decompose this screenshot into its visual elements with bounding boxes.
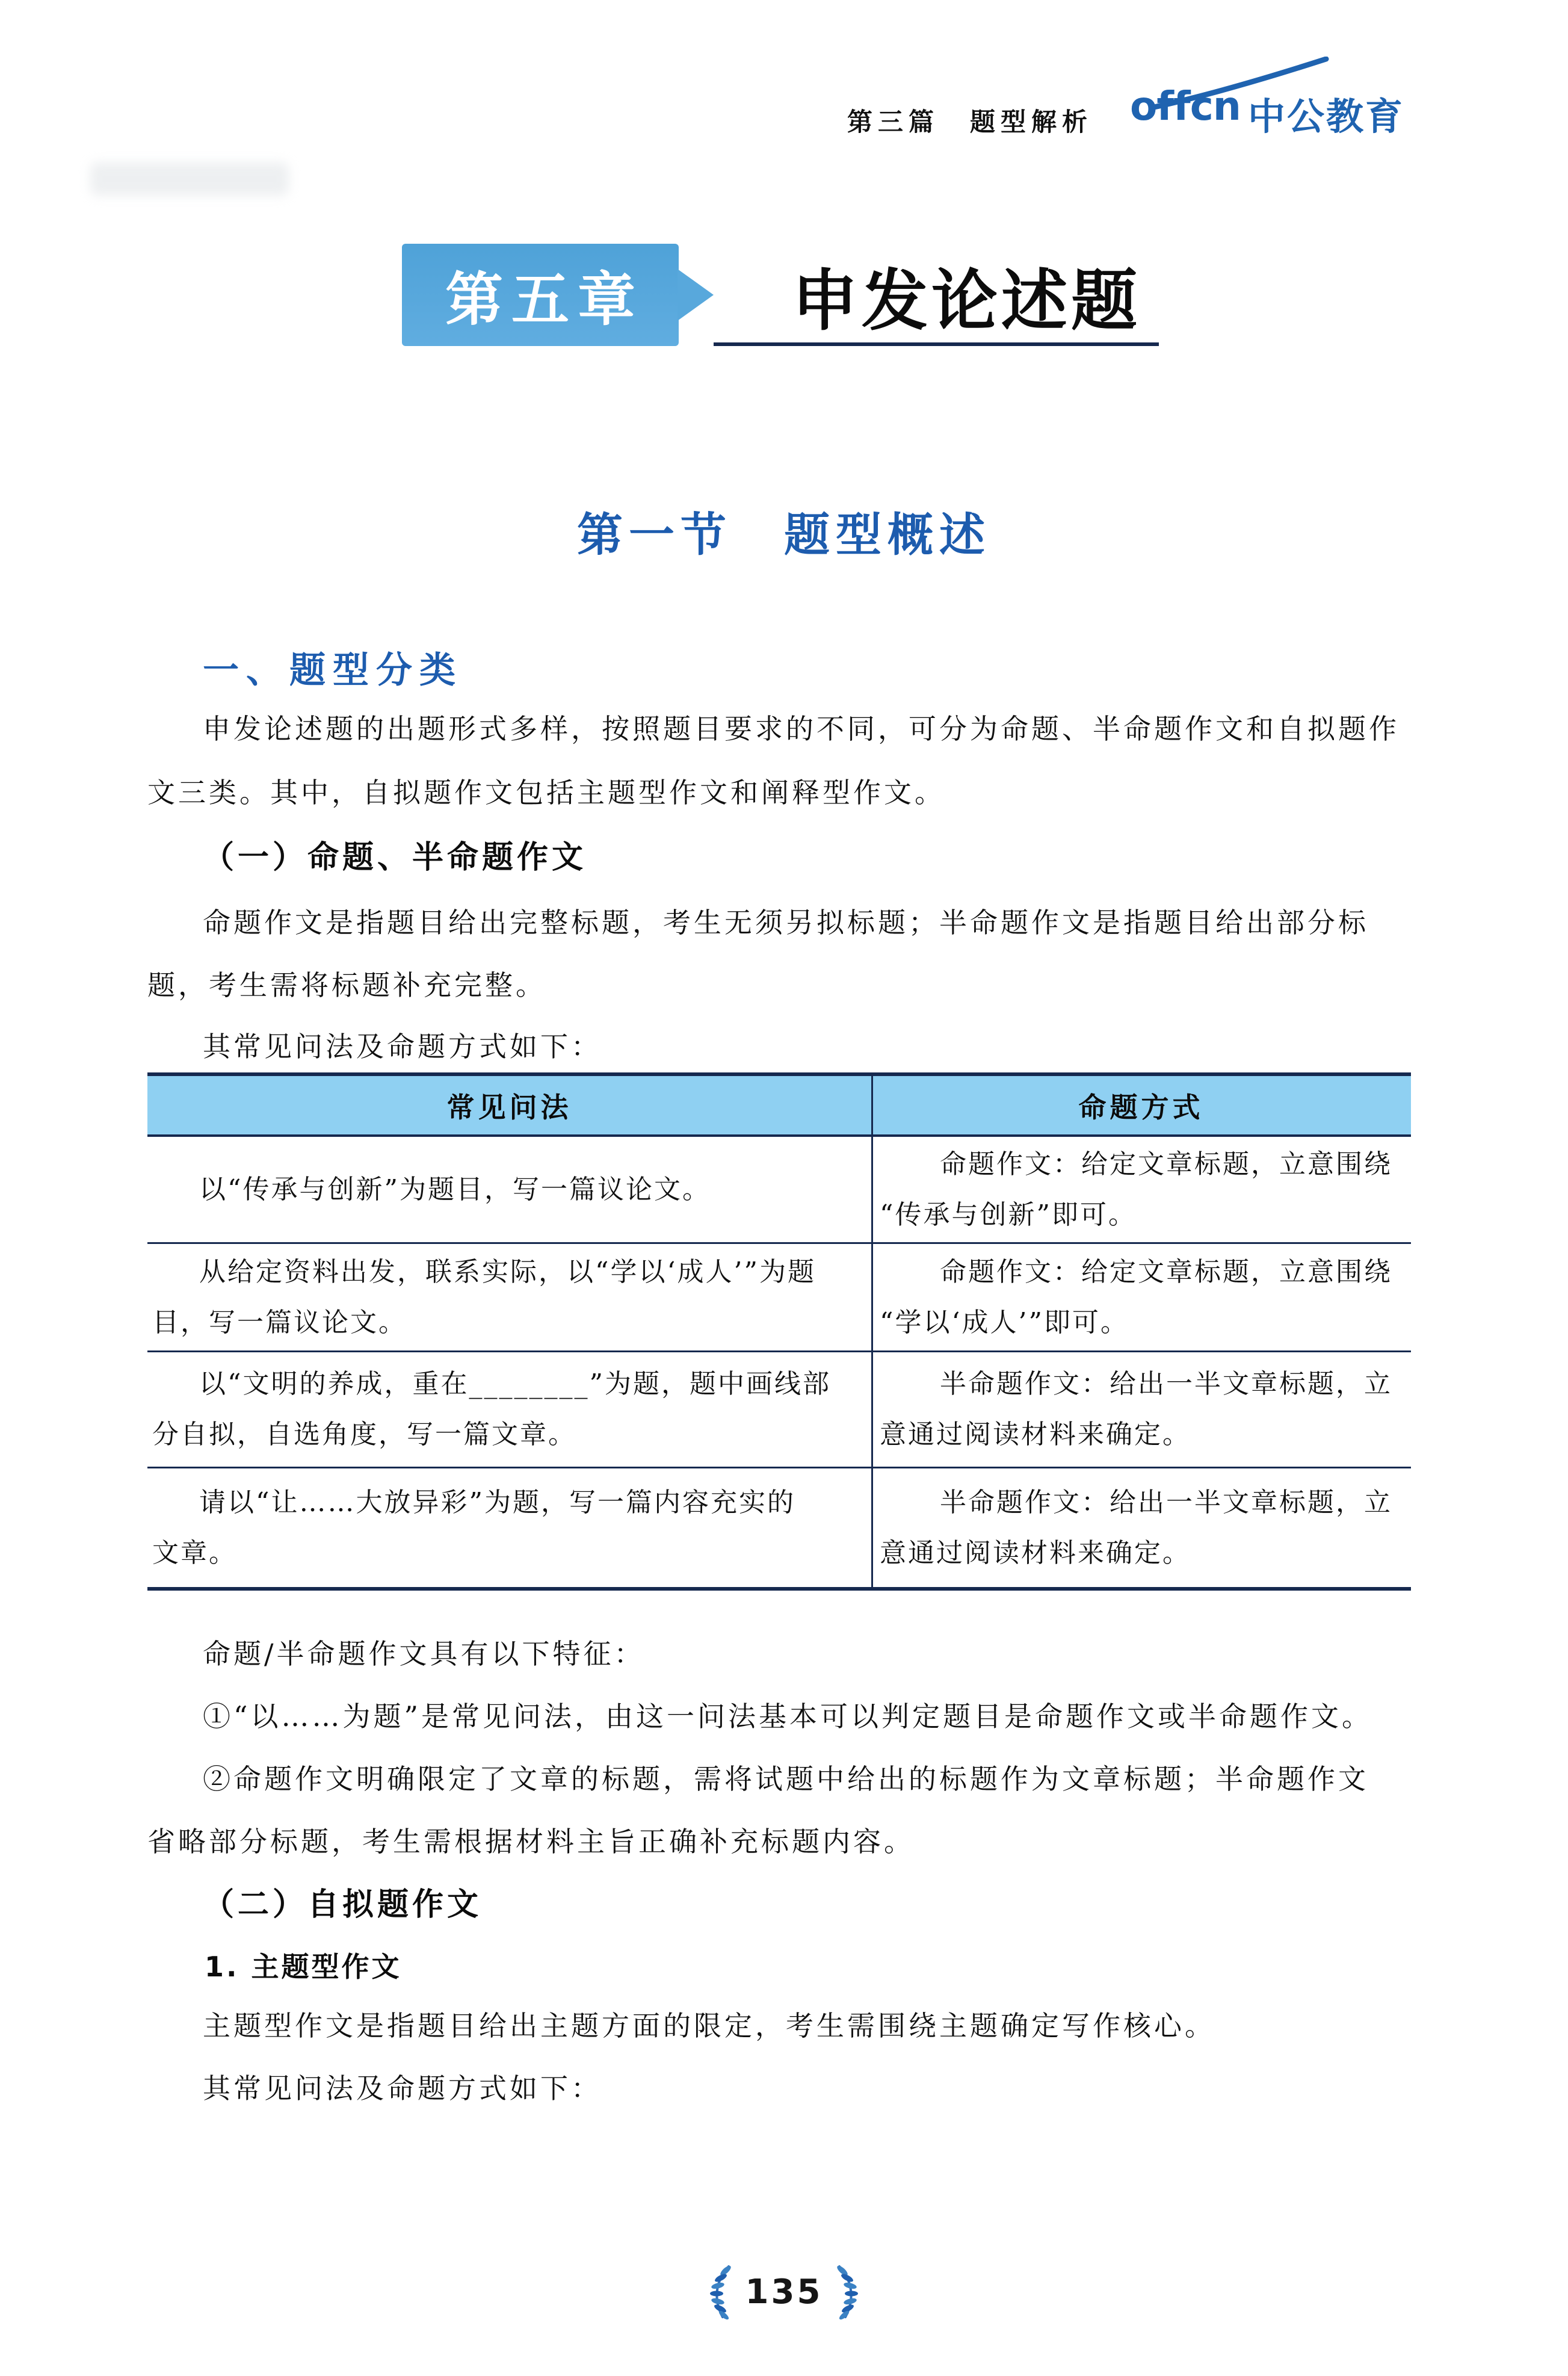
paragraph-line: 文三类。其中，自拟题作文包括主题型作文和阐释型作文。 [147, 776, 945, 809]
section-title: 第一节 题型概述 [577, 508, 991, 562]
paragraph-line: 申发论述题的出题形式多样，按照题目要求的不同，可分为命题、半命题作文和自拟题作 [203, 713, 1400, 745]
paragraph-line: 其常见问法及命题方式如下： [203, 1030, 602, 1063]
scan-smudge [90, 162, 289, 196]
table-column-divider [871, 1076, 873, 1587]
paragraph-line: 命题作文是指题目给出完整标题，考生无须另拟标题；半命题作文是指题目给出部分标 [203, 906, 1369, 939]
chapter-badge-arrow-icon [678, 269, 714, 321]
heading-zini: （二）自拟题作文 [203, 1887, 483, 1923]
table-cell-line: 半命题作文：给出一半文章标题，立 [940, 1487, 1392, 1518]
paragraph-line: 其常见问法及命题方式如下： [203, 2072, 602, 2105]
table-cell-line: 请以“让……大放异彩”为题，写一篇内容充实的 [199, 1487, 795, 1518]
table-cell-line: 分自拟，自选角度，写一篇文章。 [152, 1419, 576, 1450]
table-cell-line: “学以‘成人’”即可。 [880, 1307, 1129, 1338]
paragraph-line: ①“以……为题”是常见问法，由这一问法基本可以判定题目是命题作文或半命题作文。 [203, 1700, 1373, 1733]
table-cell-line: 以“文明的养成，重在________”为题，题中画线部 [199, 1369, 831, 1399]
table-cell-line: 从给定资料出发，联系实际，以“学以‘成人’”为题 [199, 1256, 816, 1287]
paragraph-line: 命题/半命题作文具有以下特征： [203, 1638, 645, 1670]
table-cell-line: 以“传承与创新”为题目，写一篇议论文。 [199, 1174, 711, 1205]
table-row [147, 1137, 1411, 1244]
table-header-row [147, 1076, 1411, 1137]
table-row [147, 1468, 1411, 1587]
table-row [147, 1244, 1411, 1352]
paragraph-line: 主题型作文是指题目给出主题方面的限定，考生需围绕主题确定写作核心。 [203, 2009, 1215, 2042]
page-footer [0, 2263, 1568, 2321]
paragraph-line: 省略部分标题，考生需根据材料主旨正确补充标题内容。 [147, 1825, 915, 1858]
heading-classification: 一、题型分类 [203, 649, 463, 691]
question-methods-table [147, 1072, 1411, 1591]
table-cell-line: 半命题作文：给出一半文章标题，立 [940, 1369, 1392, 1399]
table-cell-line: 文章。 [152, 1537, 237, 1568]
table-cell-line: 命题作文：给定文章标题，立意围绕 [940, 1256, 1392, 1287]
table-cell-line: 命题作文：给定文章标题，立意围绕 [940, 1148, 1392, 1180]
laurel-left-icon [705, 2263, 732, 2321]
breadcrumb: 第三篇 题型解析 [847, 107, 1093, 137]
table-cell-line: 目，写一篇议论文。 [152, 1307, 407, 1338]
paragraph-line: 题，考生需将标题补充完整。 [147, 969, 546, 1001]
table-cell-line: 意通过阅读材料来确定。 [880, 1419, 1191, 1450]
laurel-right-icon [836, 2263, 863, 2321]
table-cell-line: 意通过阅读材料来确定。 [880, 1537, 1191, 1568]
chapter-badge: 第五章 [445, 265, 644, 333]
heading-zhuti: 1. 主题型作文 [205, 1951, 402, 1983]
table-header-col1: 常见问法 [446, 1091, 572, 1124]
logo-latin-text: offcn [1130, 83, 1241, 129]
table-cell-line: “传承与创新”即可。 [880, 1199, 1137, 1230]
paragraph-line: ②命题作文明确限定了文章的标题，需将试题中给出的标题作为文章标题；半命题作文 [203, 1763, 1369, 1795]
chapter-badge-box [402, 244, 679, 346]
page-number: 135 [745, 2272, 823, 2312]
table-header-col2: 命题方式 [1078, 1091, 1204, 1124]
table-row [147, 1352, 1411, 1468]
logo-cn-text: 中公教育 [1248, 94, 1405, 138]
chapter-title: 申发论述题 [792, 262, 1141, 339]
heading-mingti: （一）命题、半命题作文 [203, 840, 587, 876]
chapter-underline [714, 342, 1159, 346]
